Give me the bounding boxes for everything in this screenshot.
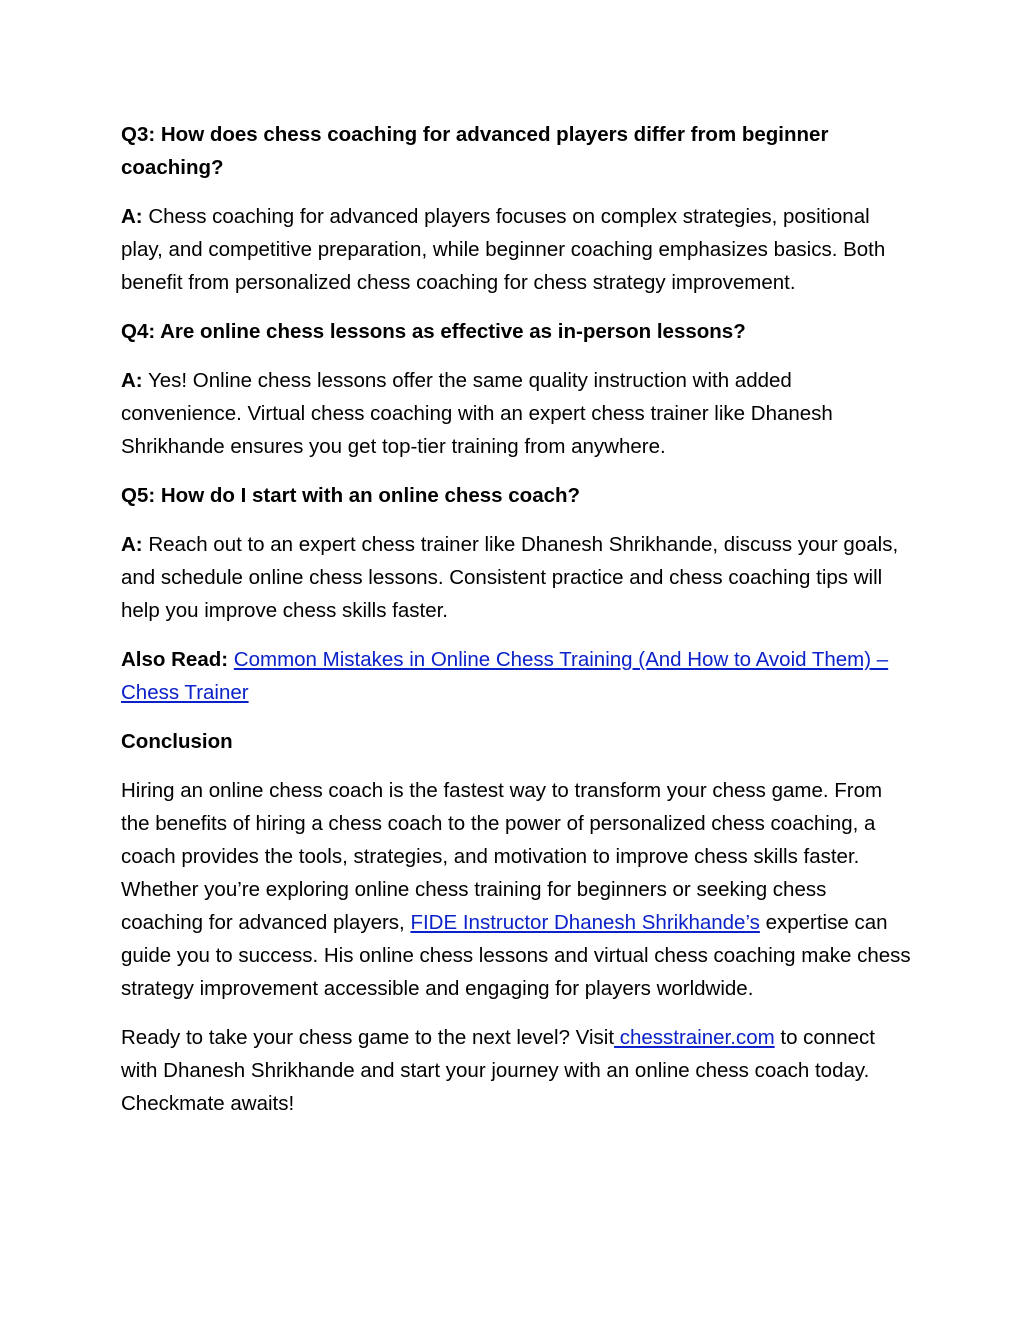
answer-q3 — [121, 200, 911, 299]
answer-text: Chess coaching for advanced players focuses on complex strategies, positional play, and competitive preparation, while beginner coaching emphasizes basics. Both benefit from personalized chess coaching for chess strategy improvement. — [121, 205, 886, 294]
fide-instructor-link[interactable]: FIDE Instructor Dhanesh Shrikhande’s — [410, 911, 760, 934]
conclusion-text: Hiring an online chess coach is the fastest way to transform your chess game. From the benefits of hiring a chess coach to the power of personalized chess coaching, a coach provides the tools, strategies, and motivation to improve chess skills faster. Whether you’re exploring online chess training for beginners or seeking chess coaching for advanced players, — [121, 779, 883, 934]
cta-text-end: to connect with Dhanesh Shrikhande and start your journey with an online chess coach today. Checkmate awaits! — [121, 1026, 875, 1115]
question-q4: Q4: Are online chess lessons as effective as in-person lessons? — [121, 320, 746, 343]
question-q3: Q3: How does chess coaching for advanced players differ from beginner coaching? — [121, 123, 829, 179]
conclusion-heading: Conclusion — [121, 730, 233, 753]
also-read-link[interactable]: Common Mistakes in Online Chess Training (And How to Avoid Them) – Chess Trainer — [121, 648, 889, 704]
answer-label: A: — [121, 533, 143, 556]
chesstrainer-link[interactable]: chesstrainer.com — [614, 1026, 775, 1049]
answer-text: Reach out to an expert chess trainer like Dhanesh Shrikhande, discuss your goals, and schedule online chess lessons. Consistent practice and chess coaching tips will help you improve chess skills faster. — [121, 533, 899, 622]
also-read — [121, 643, 911, 709]
answer-text: Yes! Online chess lessons offer the same quality instruction with added convenience. Virtual chess coaching with an expert chess trainer like Dhanesh Shrikhande ensures you get top-tier training from anywhere. — [121, 369, 833, 458]
document-page — [121, 118, 911, 1136]
cta-paragraph — [121, 1021, 911, 1120]
conclusion-text-end: expertise can guide you to success. His online chess lessons and virtual chess coaching make chess strategy improvement accessible and engaging for players worldwide. — [121, 911, 911, 1000]
answer-q5 — [121, 528, 911, 627]
conclusion-paragraph — [121, 774, 911, 1005]
question-q5: Q5: How do I start with an online chess coach? — [121, 484, 581, 507]
also-read-label: Also Read: — [121, 648, 229, 671]
answer-label: A: — [121, 369, 143, 392]
cta-text: Ready to take your chess game to the next level? Visit — [121, 1026, 615, 1049]
answer-q4 — [121, 364, 911, 463]
answer-label: A: — [121, 205, 143, 228]
